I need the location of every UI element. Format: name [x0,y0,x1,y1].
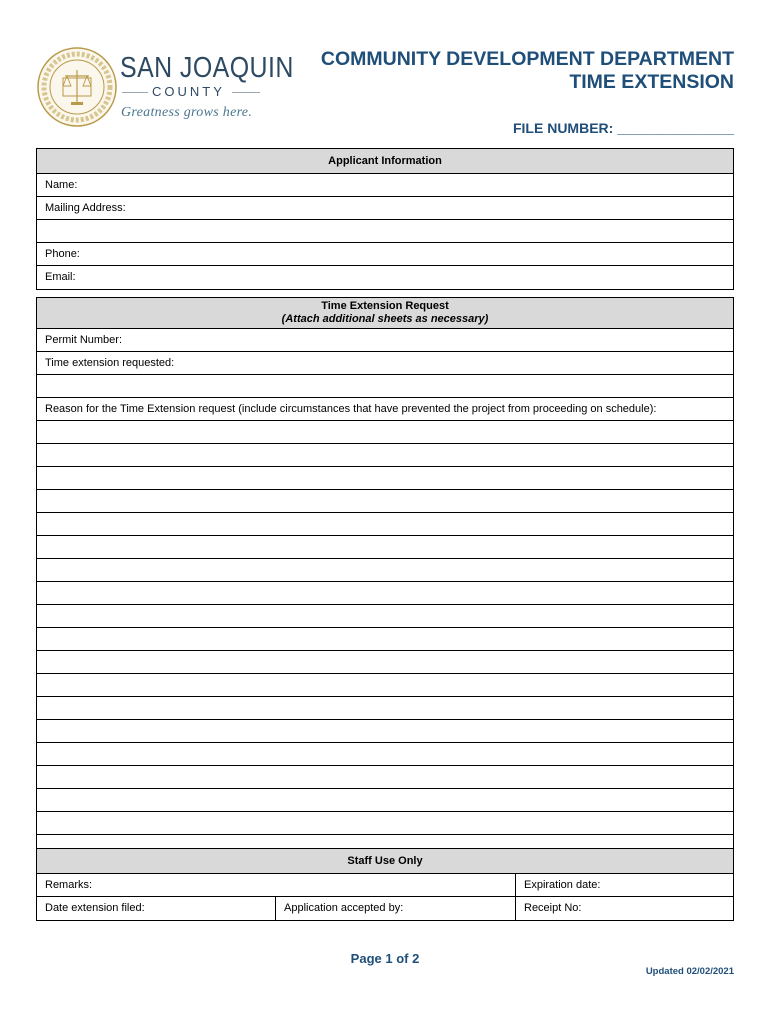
section-heading [37,298,733,329]
remarks-field[interactable]: Remarks: [45,879,93,891]
logo-county: COUNTY [152,84,225,99]
reason-line[interactable] [37,812,733,835]
updated-date: Updated 02/02/2021 [645,966,734,977]
reason-line[interactable] [37,582,733,605]
reason-line[interactable] [37,421,733,444]
reason-line[interactable] [37,628,733,651]
permit-number-field[interactable]: Permit Number: [37,329,733,352]
reason-line[interactable] [37,375,733,398]
mailing-address-line-2[interactable] [37,220,733,243]
name-field[interactable]: Name: [37,174,733,197]
time-extension-request-section [36,297,734,859]
reason-line[interactable] [37,513,733,536]
department-name: COMMUNITY DEVELOPMENT DEPARTMENT [320,48,734,70]
section-subtitle: (Attach additional sheets as necessary) [281,313,489,325]
email-field[interactable]: Email: [45,271,76,283]
form-title: TIME EXTENSION [569,71,734,93]
section-heading: Staff Use Only [37,849,733,874]
reason-line[interactable] [37,720,733,743]
reason-line[interactable] [37,559,733,582]
mailing-address-field[interactable]: Mailing Address: [37,197,733,220]
receipt-number-field[interactable]: Receipt No: [515,897,733,920]
file-number-field[interactable]: FILE NUMBER: _______________ [512,120,734,136]
expiration-date-field[interactable]: Expiration date: [515,874,733,896]
reason-line[interactable] [37,536,733,559]
staff-use-only-section [36,848,734,921]
logo-tagline: Greatness grows here. [121,105,253,120]
logo-name: SAN JOAQUIN [120,52,294,84]
applicant-information-section [36,148,734,290]
staff-row [37,897,733,920]
reason-line[interactable] [37,467,733,490]
reason-line[interactable] [37,444,733,467]
reason-line[interactable] [37,605,733,628]
phone-field[interactable]: Phone: [37,243,733,266]
reason-line[interactable] [37,766,733,789]
section-title: Time Extension Request [321,300,449,312]
time-extension-requested-field[interactable]: Time extension requested: [37,352,733,375]
county-seal-icon [36,46,118,128]
reason-label: Reason for the Time Extension request (include circumstances that have prevented the project from proceeding on schedule): [37,398,733,421]
staff-row [37,874,733,897]
county-logo [36,46,294,130]
page-number: Page 1 of 2 [350,951,420,966]
reason-line[interactable] [37,490,733,513]
application-accepted-by-field[interactable]: Application accepted by: [275,897,515,920]
logo-divider [122,92,148,93]
reason-line[interactable] [37,651,733,674]
reason-line[interactable] [37,743,733,766]
reason-line[interactable] [37,674,733,697]
logo-divider [232,92,260,93]
reason-line[interactable] [37,697,733,720]
reason-line[interactable] [37,789,733,812]
page-title [321,48,734,94]
section-heading: Applicant Information [37,149,733,174]
date-extension-filed-field[interactable]: Date extension filed: [45,902,145,914]
